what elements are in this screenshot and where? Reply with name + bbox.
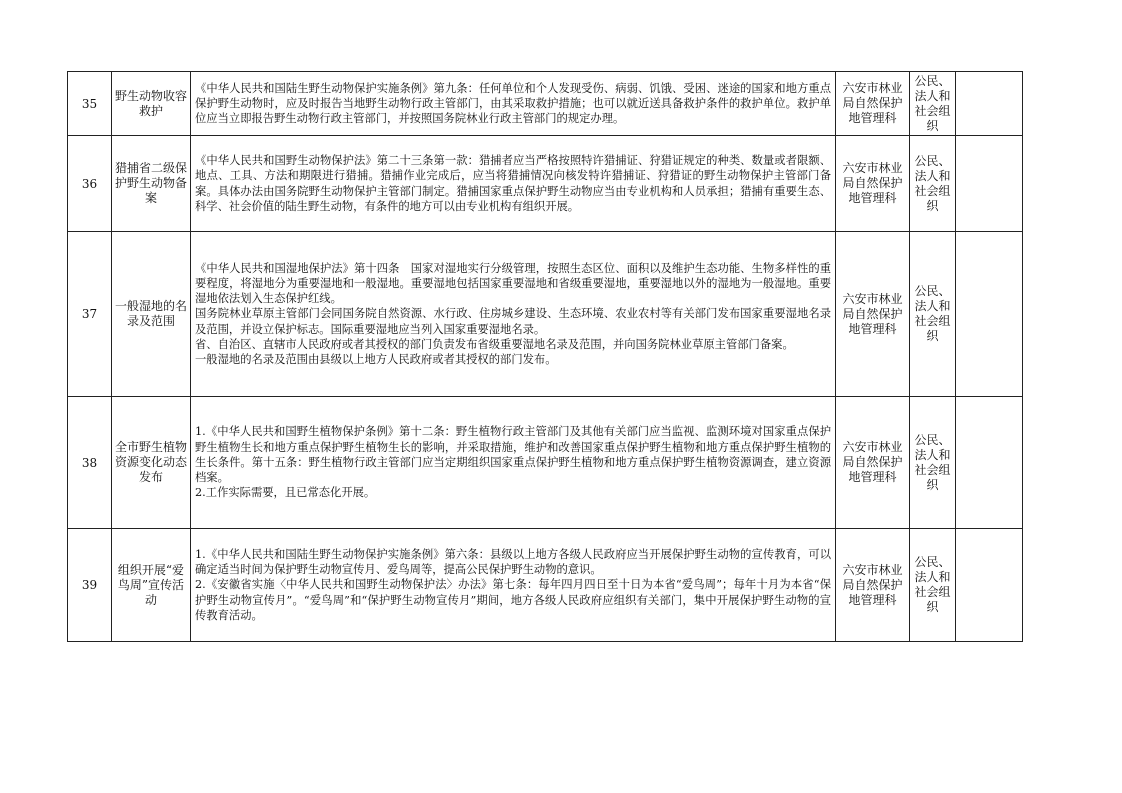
basis-paragraph: 《中华人民共和国湿地保护法》第十四条 国家对湿地实行分级管理，按照生态区位、面积以及维护生态功能、生物多样性的重要程度，将湿地分为重要湿地和一般湿地。重要湿地包括国家重要湿地和省级重要湿地，重要湿地以外的湿地为一般湿地。重要湿地依法划入生态保护红线。: [195, 261, 831, 306]
item-name: 组织开展“爱鸟周”宣传活动: [112, 529, 191, 642]
service-object: 公民、法人和社会组织: [910, 397, 956, 529]
remarks-cell: [956, 397, 1023, 529]
basis-paragraph: 省、自治区、直辖市人民政府或者其授权的部门负责发布省级重要湿地名录及范围，并向国务院林业草原主管部门备案。: [195, 337, 794, 351]
table-row: [68, 529, 1023, 642]
basis-paragraph: 2.《安徽省实施〈中华人民共和国野生动物保护法〉办法》第七条：每年四月四日至十日为本省“爱鸟周”；每年十月为本省“保护野生动物宣传月”。“爱鸟周”和“保护野生动物宣传月”期间，地方各级人民政府应组织有关部门，集中开展保护野生动物的宣传教育活动。: [195, 578, 831, 622]
remarks-cell: [956, 72, 1023, 136]
table-row: [68, 397, 1023, 529]
legal-basis: [191, 529, 836, 642]
row-number: 37: [68, 232, 112, 397]
service-object: 公民、法人和社会组织: [910, 136, 956, 232]
item-name: 猎捕省二级保护野生动物备案: [112, 136, 191, 232]
remarks-cell: [956, 136, 1023, 232]
service-list-table: [67, 71, 1023, 642]
basis-paragraph: 1.《中华人民共和国陆生野生动物保护实施条例》第六条：县级以上地方各级人民政府应当开展保护野生动物的宣传教育，可以确定适当时间为保护野生动物宣传月、爱鸟周等，提高公民保护野生动物的意识。: [195, 547, 831, 577]
basis-paragraph: 《中华人民共和国陆生野生动物保护实施条例》第九条：任何单位和个人发现受伤、病弱、饥饿、受困、迷途的国家和地方重点保护野生动物时，应及时报告当地野生动物行政主管部门，由其采取救护措施；也可以就近送具备救护条件的救护单位。救护单位应当立即报告野生动物行政主管部门，并按照国务院林业行政主管部门的规定办理。: [195, 81, 831, 126]
table-row: [68, 232, 1023, 397]
row-number: 35: [68, 72, 112, 136]
item-name: 野生动物收容救护: [112, 72, 191, 136]
row-number: 38: [68, 397, 112, 529]
basis-paragraph: 1.《中华人民共和国野生植物保护条例》第十二条：野生植物行政主管部门及其他有关部门应当监视、监测环境对国家重点保护野生植物生长和地方重点保护野生植物生长的影响，并采取措施，维护和改善国家重点保护野生植物和地方重点保护野生植物的生长条件。第十五条：野生植物行政主管部门应当定期组织国家重点保护野生植物和地方重点保护野生植物资源调查，建立资源档案。: [195, 425, 831, 485]
basis-paragraph: 2.工作实际需要，且已常态化开展。: [195, 486, 376, 500]
responsible-department: 六安市林业局自然保护地管理科: [836, 529, 910, 642]
table-row: [68, 72, 1023, 136]
remarks-cell: [956, 529, 1023, 642]
table-row: [68, 136, 1023, 232]
legal-basis: [191, 232, 836, 397]
remarks-cell: [956, 232, 1023, 397]
legal-basis: [191, 72, 836, 136]
service-object: 公民、法人和社会组织: [910, 529, 956, 642]
row-number: 39: [68, 529, 112, 642]
responsible-department: 六安市林业局自然保护地管理科: [836, 136, 910, 232]
item-name: 全市野生植物资源变化动态发布: [112, 397, 191, 529]
service-object: 公民、法人和社会组织: [910, 72, 956, 136]
basis-paragraph: 一般湿地的名录及范围由县级以上地方人民政府或者其授权的部门发布。: [195, 353, 557, 366]
legal-basis: [191, 136, 836, 232]
item-name: 一般湿地的名录及范围: [112, 232, 191, 397]
responsible-department: 六安市林业局自然保护地管理科: [836, 72, 910, 136]
basis-paragraph: 《中华人民共和国野生动物保护法》第二十三条第一款：猎捕者应当严格按照特许猎捕证、狩猎证规定的种类、数量或者限额、地点、工具、方法和期限进行猎捕。猎捕作业完成后，应当将猎捕情况向核发特许猎捕证、狩猎证的野生动物保护主管部门备案。具体办法由国务院野生动物保护主管部门制定。猎捕国家重点保护野生动物应当由专业机构和人员承担；猎捕有重要生态、科学、社会价值的陆生野生动物，有条件的地方可以由专业机构有组织开展。: [195, 154, 831, 213]
legal-basis: [191, 397, 836, 529]
row-number: 36: [68, 136, 112, 232]
service-object: 公民、法人和社会组织: [910, 232, 956, 397]
basis-paragraph: 国务院林业草原主管部门会同国务院自然资源、水行政、住房城乡建设、生态环境、农业农村等有关部门发布国家重要湿地名录及范围，并设立保护标志。国际重要湿地应当列入国家重要湿地名录。: [195, 307, 831, 336]
responsible-department: 六安市林业局自然保护地管理科: [836, 232, 910, 397]
responsible-department: 六安市林业局自然保护地管理科: [836, 397, 910, 529]
